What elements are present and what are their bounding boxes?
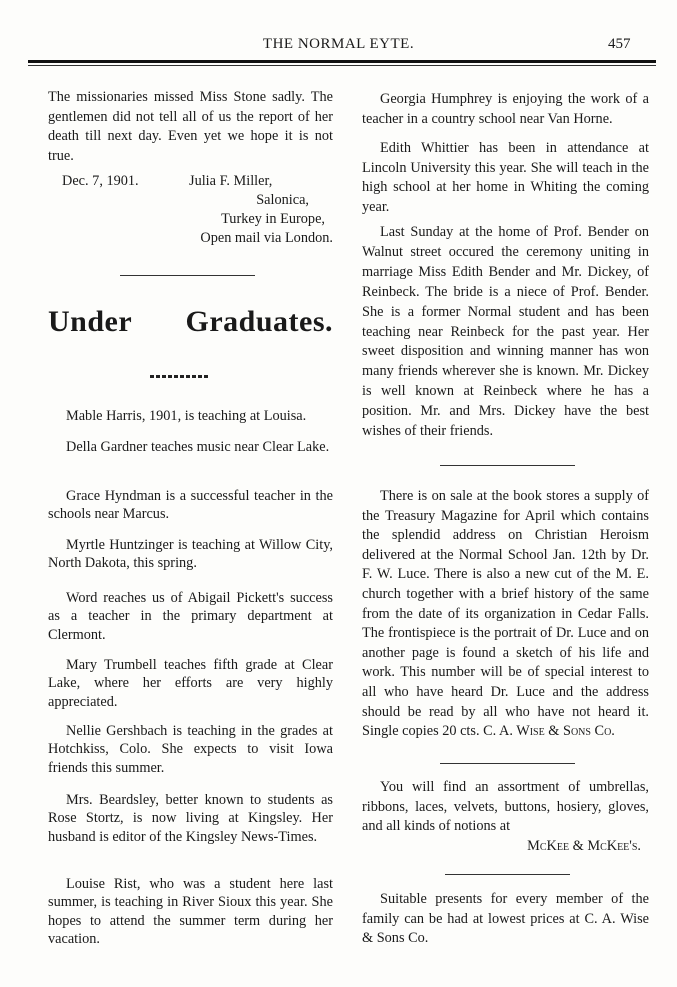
news-item: Della Gardner teaches music near Clear Lake. (66, 439, 330, 455)
signature-block (48, 172, 333, 252)
header-rule-thin (28, 65, 656, 66)
header-rule-thick (28, 60, 656, 63)
section-divider (120, 275, 255, 276)
column-divider (445, 874, 570, 875)
running-head: THE NORMAL EYTE. (262, 36, 415, 52)
column-divider (440, 763, 575, 764)
presents-ad: Suitable presents for every member of the family can be had at lowest prices at C. A. Wise & Sons Co. (362, 891, 649, 947)
news-item: Georgia Humphrey is enjoying the work of a teacher in a country school near Van Horne. (362, 91, 649, 127)
page-number: 457 (608, 36, 631, 52)
signer-mail: Open mail via London. (200, 230, 333, 246)
treasury-notice (362, 487, 649, 742)
treasury-signoff: C. A. Wise & Sons Co. (483, 723, 615, 740)
signer-name: Julia F. Miller, (189, 173, 273, 189)
news-item: Edith Whittier has been in attendance at Lincoln University this year. She will teach in the high school at her home in Whiting the coming year. (362, 140, 649, 215)
news-item: Last Sunday at the home of Prof. Bender on Walnut street occured the ceremony uniting in marriage Miss Edith Bender and Mr. Dickey, of Reinbeck. The bride is a niece of Prof. Bender. She is a former Normal student and has been teaching near Reinbeck for the past year. Her sweet disposition and winning manner has won many friends wherever she is known. Mr. Dickey is well known at Reinbeck where he has a position. Mr. and Mrs. Dickey have the best wishes of their friends. (362, 224, 649, 440)
notions-signoff: McKee & McKee's. (527, 838, 641, 854)
ornament-dashes (150, 375, 210, 378)
section-title: Under Graduates. (48, 305, 333, 338)
news-item: Word reaches us of Abigail Pickett's success as a teacher in the primary department at Clermont. (48, 590, 333, 643)
column-divider (440, 465, 575, 466)
letter-ending: The missionaries missed Miss Stone sadly. The gentlemen did not tell all of us the report of her death till next day. Even yet we hope it is not true. (48, 89, 333, 164)
news-item: Myrtle Huntzinger is teaching at Willow City, North Dakota, this spring. (48, 537, 333, 572)
notions-ad: You will find an assortment of umbrellas, ribbons, laces, velvets, buttons, hosiery, gloves, and all kinds of notions at (362, 779, 649, 835)
news-item: Mable Harris, 1901, is teaching at Louisa. (66, 408, 307, 424)
news-item: Mrs. Beardsley, better known to students as Rose Stortz, is now living at Kingsley. Her husband is editor of the Kingsley News-Times. (48, 792, 333, 845)
news-item: Louise Rist, who was a student here last summer, is teaching in River Sioux this year. She hopes to attend the summer term during her vacation. (48, 876, 333, 948)
signer-city: Salonica, (256, 192, 309, 208)
news-item: Mary Trumbell teaches fifth grade at Clear Lake, where her efforts are very highly appreciated. (48, 657, 333, 710)
treasury-text: There is on sale at the book stores a supply of the Treasury Magazine for April which contains the splendid address on Christian Heroism delivered at the Normal School Jan. 12th by Dr. F. W. Luce. There is also a new cut of the M. E. church together with a brief history of the same from the date of its organization in Cedar Falls. The frontispiece is the portrait of Dr. Luce and on another page is found a sketch of his life and work. This number will be of special interest to all who have heard Dr. Luce and the address should be read by all who have not heard it. Single copies 20 cts. (362, 488, 649, 740)
news-item: Grace Hyndman is a successful teacher in the schools near Marcus. (48, 488, 333, 523)
news-item: Nellie Gershbach is teaching in the grades at Hotchkiss, Colo. She expects to visit Iowa friends this summer. (48, 723, 333, 776)
signer-country: Turkey in Europe, (221, 211, 325, 227)
letter-date: Dec. 7, 1901. (62, 173, 139, 189)
